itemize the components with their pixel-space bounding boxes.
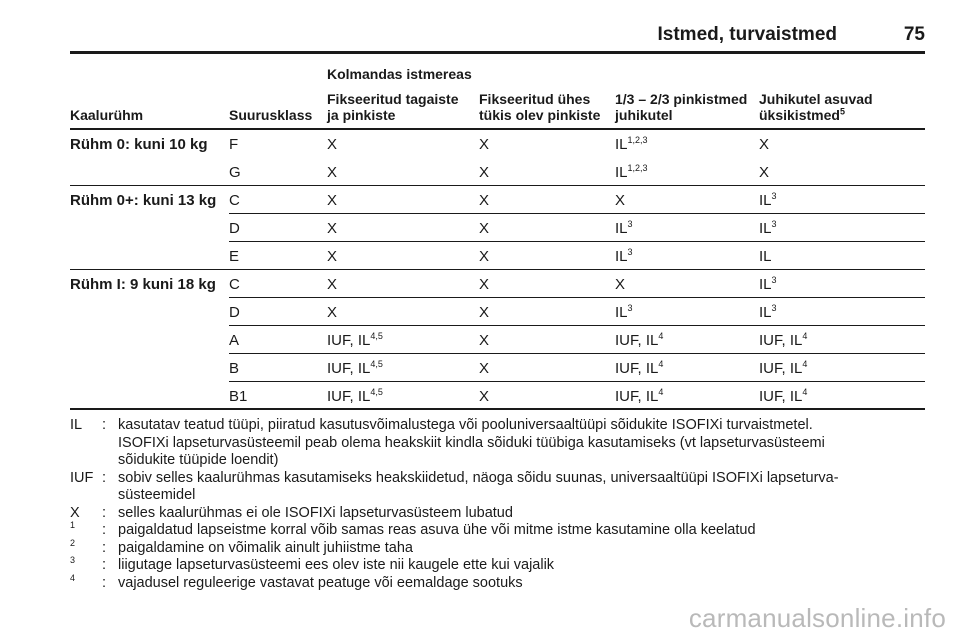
footnote-marker: 4 bbox=[658, 331, 664, 341]
legend-note bbox=[70, 470, 928, 505]
footnote-marker: 3 bbox=[627, 247, 633, 257]
size-class-cell: C bbox=[229, 276, 240, 293]
suitability-cell: X bbox=[479, 164, 490, 181]
column-header-line: Kaalurühm bbox=[70, 107, 144, 123]
legend-key: IL bbox=[70, 417, 83, 433]
footnote-marker: 1,2,3 bbox=[627, 163, 648, 173]
legend-text: sobiv selles kaalurühmas kasutamiseks heakskiidetud, näoga sõidu suunas, universaaltüüpi ISOFIXi lapseturva- süsteemidel bbox=[118, 469, 839, 503]
table-row bbox=[70, 242, 925, 270]
suitability-cell: IUF, $IL^4$ bbox=[615, 331, 664, 349]
legend-note bbox=[70, 572, 928, 593]
suitability-cell: IUF, $IL^4$ bbox=[759, 331, 808, 349]
legend-note bbox=[70, 537, 928, 558]
table-row bbox=[70, 270, 925, 298]
size-class-cell: B1 bbox=[229, 388, 248, 405]
column-header-line: ja pinkiste bbox=[327, 107, 396, 123]
footnote-marker: 3 bbox=[771, 219, 777, 229]
size-class-cell: C bbox=[229, 192, 240, 209]
column-header-line: tükis olev pinkiste bbox=[479, 107, 601, 123]
size-class-cell: F bbox=[229, 136, 239, 153]
suitability-cell: X bbox=[479, 332, 490, 349]
suitability-cell: $IL^3$ bbox=[759, 303, 777, 321]
footnote-marker: 3 bbox=[627, 219, 633, 229]
legend-note bbox=[70, 522, 928, 540]
legend-text: vajadusel reguleerige vastavat peatuge või eemaldage sootuks bbox=[118, 574, 523, 591]
size-class-cell: A bbox=[229, 332, 240, 349]
suitability-cell: X bbox=[615, 276, 626, 293]
suitability-cell: IL$^{1,2,3}$ bbox=[615, 135, 648, 153]
column-header-line: Suurusklass bbox=[229, 107, 313, 123]
column-header-line: Fikseeritud tagaiste bbox=[327, 91, 459, 107]
page-number: 75 bbox=[903, 24, 925, 45]
weight-group-cell: Rühm 0: kuni 10 kg bbox=[70, 136, 208, 153]
table-row bbox=[70, 298, 925, 326]
column-header-line: Juhikutel asuvad bbox=[759, 91, 873, 107]
footnote-marker: 4,5 bbox=[370, 359, 383, 369]
weight-group-cell: Rühm I: 9 kuni 18 kg bbox=[70, 276, 216, 293]
suitability-cell: X bbox=[479, 388, 490, 405]
suitability-cell: X bbox=[327, 276, 338, 293]
suitability-cell: $IL^3$ bbox=[615, 247, 633, 265]
table-row bbox=[70, 158, 925, 186]
legend-key: 4 bbox=[70, 572, 76, 583]
legend-text: liigutage lapseturvasüsteemi ees olev iste nii kaugele ette kui vajalik bbox=[118, 557, 555, 573]
legend-separator: : bbox=[102, 469, 107, 486]
table-body bbox=[70, 130, 925, 410]
footnote-marker: 4 bbox=[658, 387, 664, 397]
suitability-cell: X bbox=[479, 220, 490, 237]
suitability-cell: X bbox=[759, 136, 770, 153]
column-group-label: Kolmandas istmereas bbox=[327, 66, 472, 82]
page-title: Istmed, turvaistmed bbox=[657, 24, 837, 45]
suitability-cell: X bbox=[479, 192, 490, 209]
weight-group-cell: Rühm 0+: kuni 13 kg bbox=[70, 192, 217, 209]
size-class-cell: D bbox=[229, 220, 240, 237]
footnote-marker: 3 bbox=[771, 303, 777, 313]
table-header bbox=[70, 92, 925, 130]
legend-note bbox=[70, 557, 928, 575]
size-class-cell: D bbox=[229, 304, 240, 321]
suitability-cell: X bbox=[327, 192, 338, 209]
suitability-cell: $IL^3$ bbox=[759, 219, 777, 237]
suitability-cell: X bbox=[479, 304, 490, 321]
column-header bbox=[479, 91, 600, 123]
footnote-marker: 5 bbox=[839, 106, 845, 117]
suitability-cell: IUF, $IL^4$ bbox=[759, 387, 808, 405]
table-row bbox=[70, 214, 925, 242]
suitability-cell: IUF, $IL^4$ bbox=[759, 359, 808, 377]
suitability-cell: IL$^{1,2,3}$ bbox=[615, 163, 648, 181]
footnote-marker: 4,5 bbox=[370, 387, 383, 397]
legend-key: X bbox=[70, 504, 80, 521]
column-header bbox=[70, 107, 143, 123]
suitability-cell: X bbox=[327, 248, 338, 265]
suitability-cell: IUF, IL$^{4,5}$ bbox=[327, 359, 383, 377]
suitability-cell: X bbox=[479, 360, 490, 377]
footnote-marker: 4 bbox=[802, 331, 808, 341]
suitability-cell: $IL^3$ bbox=[615, 303, 633, 321]
column-header bbox=[615, 91, 747, 123]
suitability-cell: X bbox=[327, 136, 338, 153]
table-row bbox=[70, 326, 925, 354]
size-class-cell: B bbox=[229, 360, 240, 377]
column-header-line: 1/3 – 2/3 pinkistmed bbox=[615, 91, 748, 107]
watermark: carmanualsonline.info bbox=[688, 603, 946, 633]
suitability-cell: X bbox=[479, 276, 490, 293]
column-header bbox=[229, 107, 312, 123]
suitability-cell: IUF, $IL^4$ bbox=[615, 387, 664, 405]
column-header bbox=[759, 91, 873, 123]
suitability-cell: X bbox=[327, 304, 338, 321]
suitability-cell: $IL^3$ bbox=[759, 191, 777, 209]
legend-note bbox=[70, 505, 928, 523]
legend-notes bbox=[70, 417, 928, 592]
column-header bbox=[327, 91, 459, 123]
footnote-marker: 4 bbox=[658, 359, 664, 369]
suitability-cell: $IL^3$ bbox=[615, 219, 633, 237]
suitability-cell: $IL^3$ bbox=[759, 275, 777, 293]
suitability-cell: X bbox=[615, 192, 626, 209]
suitability-cell: X bbox=[759, 164, 770, 181]
legend-separator: : bbox=[102, 504, 107, 521]
suitability-cell: X bbox=[479, 136, 490, 153]
suitability-cell: IUF, IL$^{4,5}$ bbox=[327, 331, 383, 349]
legend-separator: : bbox=[102, 539, 107, 556]
suitability-cell: IL bbox=[759, 248, 772, 265]
column-header-line: juhikutel bbox=[615, 107, 673, 123]
footnote-marker: 4 bbox=[802, 359, 808, 369]
column-header-line: üksikistmed bbox=[759, 107, 840, 123]
legend-text: paigaldatud lapseistme korral võib samas reas asuva ühe või mitme istme kasutamine olla keelatud bbox=[118, 522, 756, 538]
footnote-marker: 1,2,3 bbox=[627, 135, 648, 145]
legend-text: kasutatav teatud tüüpi, piiratud kasutusvõimalustega või pooluniversaaltüüpi sõidukite ISOFIXi turvaistmetel. ISOFIXi lapseturvasüsteemil peab olema heakskiit kindla sõiduki tüübiga kasutamiseks (vt lapseturvasüsteemi sõidukite tüüpide loendit) bbox=[118, 417, 825, 468]
legend-separator: : bbox=[102, 522, 107, 538]
legend-key: 3 bbox=[70, 555, 76, 566]
legend-text: paigaldamine on võimalik ainult juhiistme taha bbox=[118, 539, 413, 556]
suitability-cell: X bbox=[327, 164, 338, 181]
table-row bbox=[70, 186, 925, 214]
legend-key: 2 bbox=[70, 537, 76, 548]
page-header bbox=[70, 0, 925, 54]
table-row bbox=[70, 354, 925, 382]
legend-separator: : bbox=[102, 417, 107, 433]
footnote-marker: 3 bbox=[771, 275, 777, 285]
legend-separator: : bbox=[102, 574, 107, 591]
legend-key: 1 bbox=[70, 520, 76, 531]
footnote-marker: 4 bbox=[802, 387, 808, 397]
footnote-marker: 3 bbox=[771, 191, 777, 201]
suitability-cell: X bbox=[327, 220, 338, 237]
footnote-marker: 3 bbox=[627, 303, 633, 313]
size-class-cell: G bbox=[229, 164, 241, 181]
legend-text: selles kaalurühmas ei ole ISOFIXi lapseturvasüsteem lubatud bbox=[118, 504, 513, 521]
table-row bbox=[70, 382, 925, 410]
suitability-cell: IUF, $IL^4$ bbox=[615, 359, 664, 377]
legend-key: IUF bbox=[70, 469, 94, 486]
suitability-cell: IUF, IL$^{4,5}$ bbox=[327, 387, 383, 405]
table-row bbox=[70, 130, 925, 158]
suitability-cell: X bbox=[479, 248, 490, 265]
legend-separator: : bbox=[102, 557, 107, 573]
size-class-cell: E bbox=[229, 248, 240, 265]
legend-note bbox=[70, 417, 928, 470]
column-header-line: Fikseeritud ühes bbox=[479, 91, 591, 107]
footnote-marker: 4,5 bbox=[370, 331, 383, 341]
